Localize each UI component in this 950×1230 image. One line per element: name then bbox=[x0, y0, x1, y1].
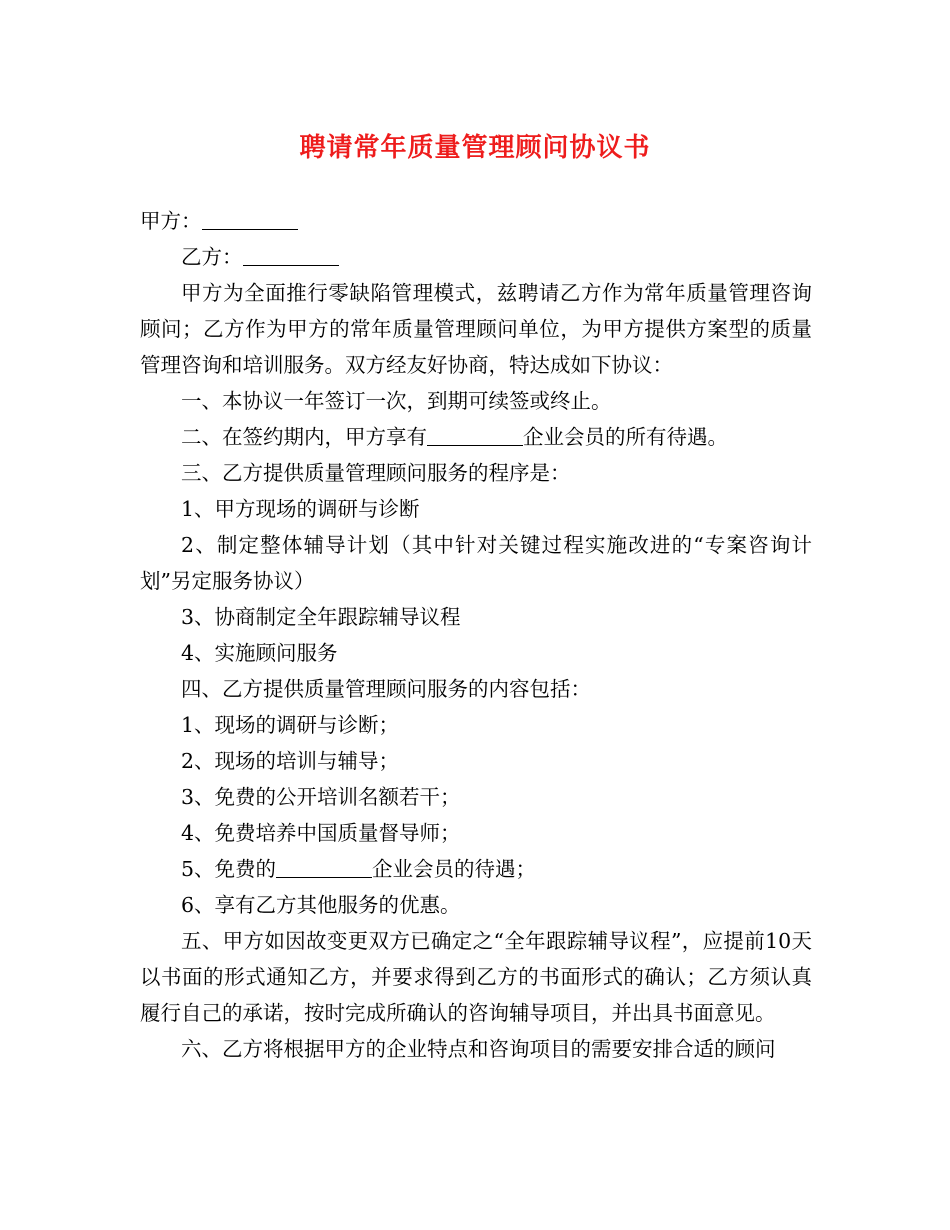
clause-3-item-1: 1、甲方现场的调研与诊断 bbox=[181, 497, 420, 521]
clause-3-item-4: 4、实施顾问服务 bbox=[181, 641, 338, 665]
document-title: 聘请常年质量管理顾问协议书 bbox=[299, 133, 651, 163]
clause-2-after: 企业会员的所有待遇。 bbox=[523, 425, 728, 449]
clause-4-item-2: 2、现场的培训与辅导； bbox=[181, 749, 400, 773]
clause-5: 五、甲方如因故变更双方已确定之“全年跟踪辅导议程”，应提前10天以书面的形式通知乙方，并要求得到乙方的书面形式的确认；乙方须认真履行自己的承诺，按时完成所确认的咨询辅导项目，并出具书面意见。 bbox=[140, 929, 812, 1025]
document-body bbox=[140, 203, 812, 1067]
clause-4-item-1: 1、现场的调研与诊断； bbox=[181, 713, 400, 737]
clause-4-item-5-after: 企业会员的待遇； bbox=[372, 857, 537, 881]
intro-paragraph: 甲方为全面推行零缺陷管理模式，兹聘请乙方作为常年质量管理咨询顾问；乙方作为甲方的常年质量管理顾问单位，为甲方提供方案型的质量管理咨询和培训服务。双方经友好协商，特达成如下协议： bbox=[140, 281, 812, 377]
clause-2 bbox=[140, 419, 812, 455]
clause-3-item-3: 3、协商制定全年跟踪辅导议程 bbox=[181, 605, 461, 629]
clause-4-item-5-blank bbox=[276, 857, 372, 879]
party-a-line bbox=[140, 203, 812, 239]
party-a-label: 甲方： bbox=[140, 209, 202, 233]
clause-2-before: 二、在签约期内，甲方享有 bbox=[181, 425, 427, 449]
party-b-label: 乙方： bbox=[181, 245, 243, 269]
party-b-blank bbox=[243, 245, 339, 267]
clause-4-item-5-before: 5、免费的 bbox=[181, 857, 277, 881]
clause-2-blank bbox=[427, 425, 523, 447]
clause-4-item-6: 6、享有乙方其他服务的优惠。 bbox=[181, 893, 461, 917]
clause-4-item-5 bbox=[140, 851, 812, 887]
clause-4-item-3: 3、免费的公开培训名额若干； bbox=[181, 785, 461, 809]
clause-3: 三、乙方提供质量管理顾问服务的程序是： bbox=[181, 461, 571, 485]
party-b-line bbox=[140, 239, 812, 275]
party-a-blank bbox=[202, 209, 298, 231]
clause-4-item-4: 4、免费培养中国质量督导师； bbox=[181, 821, 461, 845]
clause-6: 六、乙方将根据甲方的企业特点和咨询项目的需要安排合适的顾问 bbox=[181, 1037, 776, 1061]
clause-1: 一、本协议一年签订一次，到期可续签或终止。 bbox=[181, 389, 612, 413]
clause-4: 四、乙方提供质量管理顾问服务的内容包括： bbox=[181, 677, 591, 701]
clause-3-item-2: 2、制定整体辅导计划（其中针对关键过程实施改进的“专案咨询计划”另定服务协议） bbox=[140, 533, 812, 593]
